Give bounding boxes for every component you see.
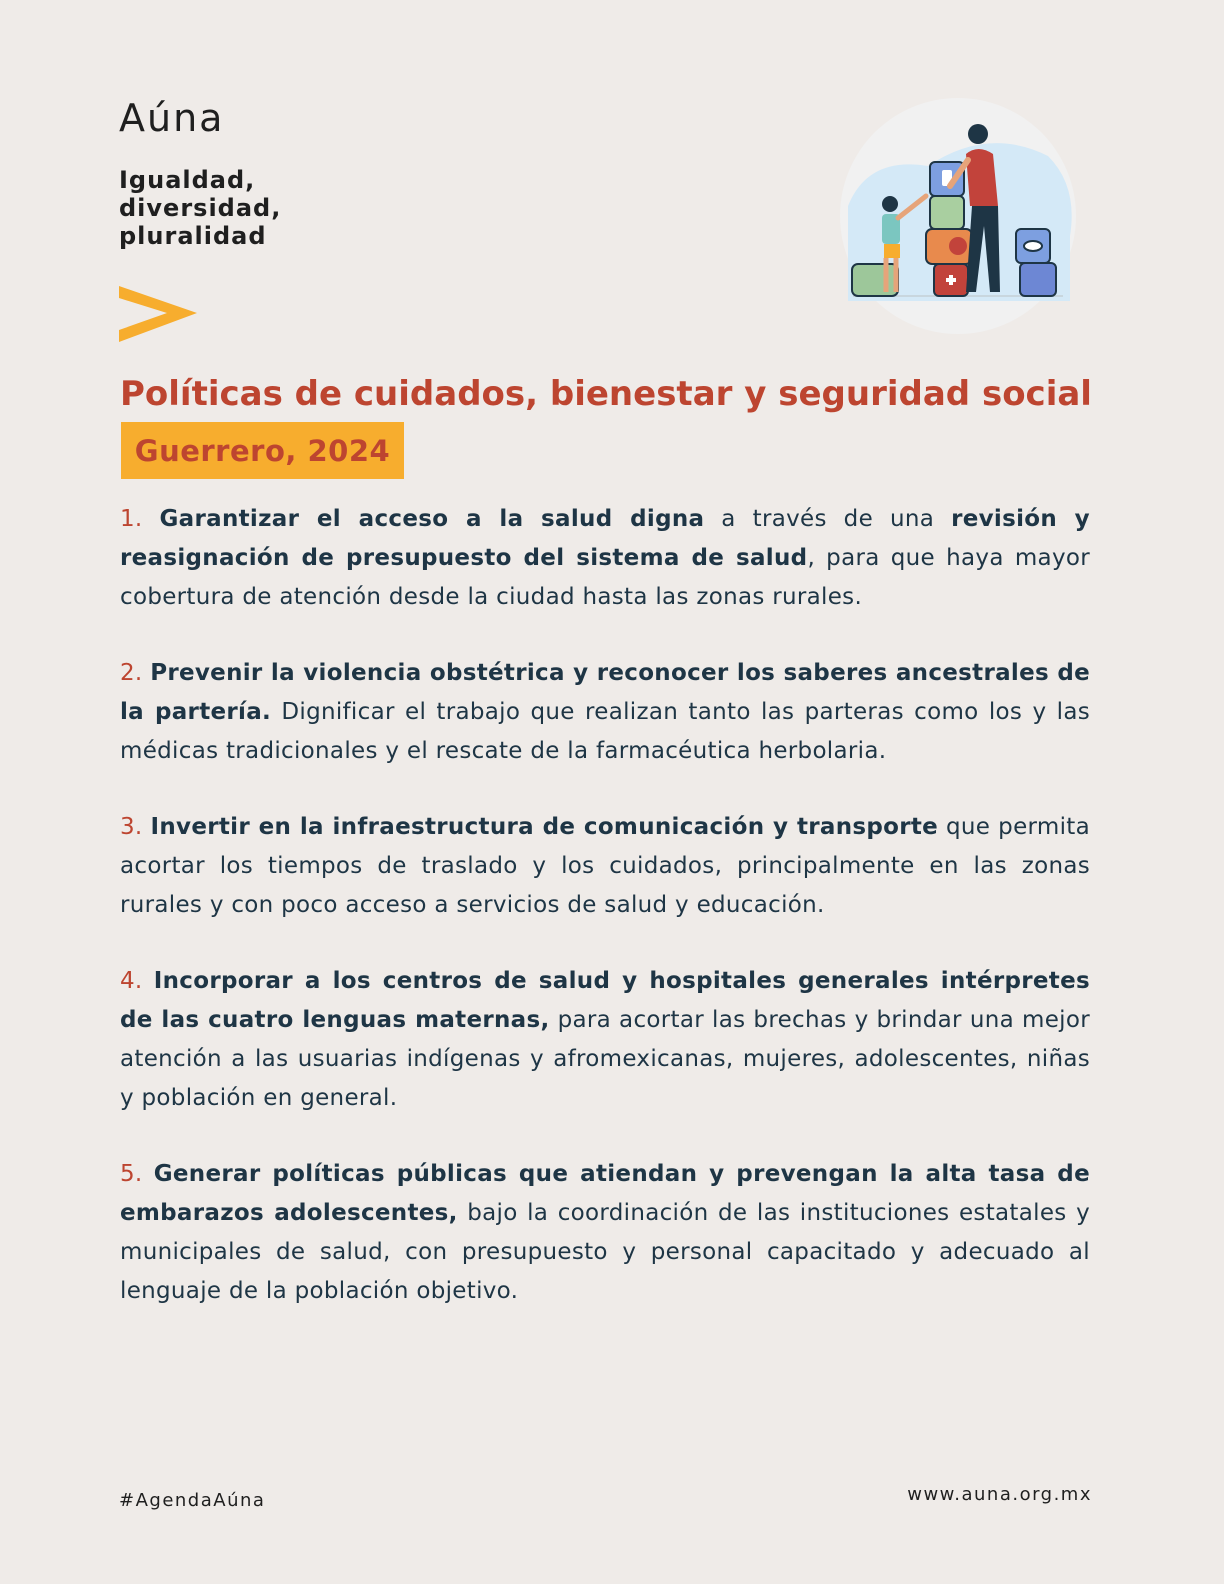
item-number: 1. <box>120 506 143 532</box>
page-subtitle-badge: Guerrero, 2024 <box>121 422 404 479</box>
brand-logo: Aúna <box>119 96 225 140</box>
item-text: que permita acortar los tiempos de traslado y los cuidados, principalmente en las zonas rurales y con poco acceso a servicios de salud y educación. <box>120 814 1090 918</box>
policy-list <box>120 500 1090 1348</box>
item-text: Dignificar el trabajo que realizan tanto las parteras como los y las médicas tradicionales y el rescate de la farmacéutica herbolaria. <box>120 699 1090 764</box>
item-text-bold: Invertir en la infraestructura de comunicación y transporte <box>150 814 939 840</box>
policy-item <box>120 808 1090 925</box>
item-text: a través de una <box>704 506 952 532</box>
brand-tagline <box>119 166 281 250</box>
item-number: 5. <box>120 1161 143 1187</box>
item-text: bajo la coordinación de las instituciones estatales y municipales de salud, con presupuesto y personal capacitado y adecuado al lenguaje de la población objetivo. <box>120 1200 1090 1304</box>
tagline-line: diversidad, <box>119 194 282 222</box>
health-care-illustration <box>838 96 1078 340</box>
item-number: 2. <box>120 660 143 686</box>
policy-item <box>120 654 1090 771</box>
item-text-bold: Garantizar el acceso a la salud digna <box>159 506 705 532</box>
policy-item <box>120 500 1090 617</box>
chevron-right-icon <box>119 286 199 348</box>
item-text-bold: Incorporar a los centros de salud y hospitales generales intérpretes de las cuatro lenguas maternas, <box>120 968 1090 1033</box>
policy-item <box>120 1155 1090 1311</box>
footer-website-link[interactable]: www.auna.org.mx <box>907 1484 1092 1505</box>
item-text-bold: Prevenir la violencia obstétrica y reconocer los saberes ancestrales de la partería. <box>120 660 1090 725</box>
item-number: 3. <box>120 814 143 840</box>
tagline-line: Igualdad, <box>119 166 256 194</box>
footer-hashtag: #AgendaAúna <box>119 1490 266 1511</box>
item-text: , para que haya mayor cobertura de atención desde la ciudad hasta las zonas rurales. <box>120 545 1090 610</box>
item-text: para acortar las brechas y brindar una mejor atención a las usuarias indígenas y afromexicanas, mujeres, adolescentes, niñas y población en general. <box>120 1007 1090 1111</box>
page-title: Políticas de cuidados, bienestar y seguridad social <box>120 374 1092 414</box>
item-text-bold: revisión y reasignación de presupuesto del sistema de salud <box>120 506 1090 571</box>
tagline-line: pluralidad <box>119 222 267 250</box>
item-number: 4. <box>120 968 143 994</box>
policy-item <box>120 962 1090 1118</box>
item-text-bold: Generar políticas públicas que atiendan y prevengan la alta tasa de embarazos adolescentes, <box>120 1161 1090 1226</box>
